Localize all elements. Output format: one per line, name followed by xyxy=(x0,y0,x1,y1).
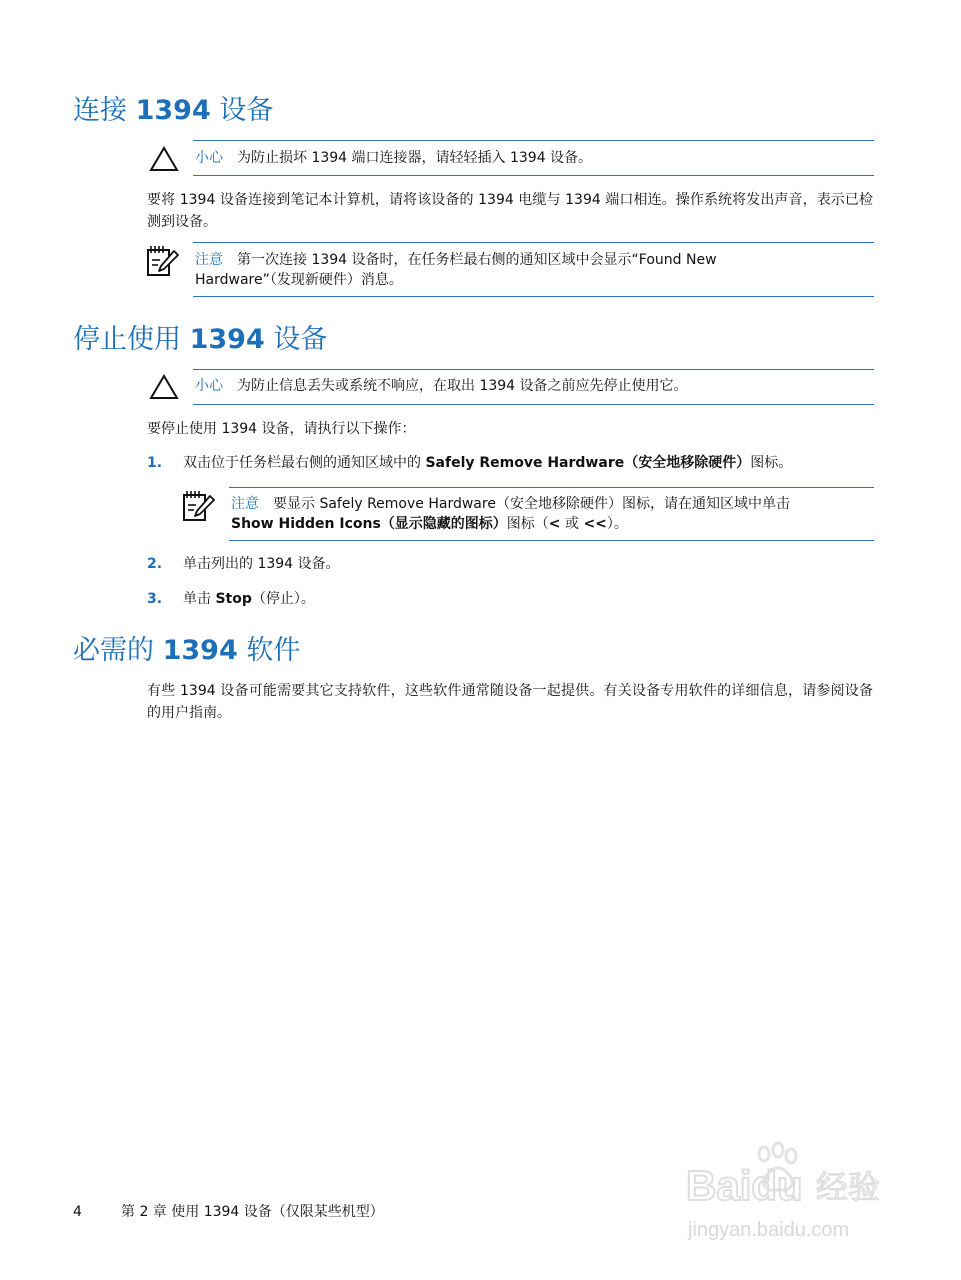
caution-label: 小心 xyxy=(195,378,223,394)
note-plain-text: 图标（ xyxy=(506,516,549,532)
watermark-url: jingyan.baidu.com xyxy=(688,1219,850,1241)
warning-triangle-icon xyxy=(149,146,179,172)
warning-triangle-icon xyxy=(149,374,179,400)
heading-text: 必需的 xyxy=(73,635,163,666)
step-text-plain: 单击 xyxy=(183,591,216,607)
note-pencil-icon xyxy=(181,490,215,522)
note-text-connect xyxy=(195,250,795,290)
heading-bold: 1394 xyxy=(189,324,265,355)
step-text-plain: 图标。 xyxy=(750,455,793,471)
step-number: 2. xyxy=(147,556,163,572)
page-number: 4 xyxy=(73,1204,82,1220)
watermark-brand-cn: 经验 xyxy=(816,1168,881,1206)
chapter-title: 第 2 章 使用 1394 设备（仅限某些机型） xyxy=(121,1204,384,1220)
heading-text: 设备 xyxy=(210,95,274,126)
paragraph-stop-intro: 要停止使用 1394 设备，请执行以下操作： xyxy=(147,421,416,437)
note-bold-text: < xyxy=(548,516,561,532)
note-text-stop-line1 xyxy=(231,494,790,514)
heading-text: 停止使用 xyxy=(73,324,190,355)
heading-required-software xyxy=(73,634,300,668)
heading-connect-1394 xyxy=(73,94,273,128)
heading-text: 软件 xyxy=(237,635,301,666)
baidu-jingyan-watermark xyxy=(678,1140,918,1250)
caution-text-connect xyxy=(195,148,592,168)
caution-message: 为防止信息丢失或系统不响应，在取出 1394 设备之前应先停止使用它。 xyxy=(237,378,688,394)
heading-text: 设备 xyxy=(264,324,328,355)
note-message: 第一次连接 1394 设备时，在任务栏最右侧的通知区域中会显示“Found New Hardware”（发现新硬件）消息。 xyxy=(195,252,717,288)
note-bold-text: Show Hidden Icons（显示隐藏的图标） xyxy=(231,516,507,532)
note-message: 要显示 Safely Remove Hardware（安全地移除硬件）图标，请在通知区域中单击 xyxy=(273,496,790,512)
caution-message: 为防止损坏 1394 端口连接器，请轻轻插入 1394 设备。 xyxy=(237,150,593,166)
heading-bold: 1394 xyxy=(162,635,238,666)
step-text-bold: Safely Remove Hardware（安全地移除硬件） xyxy=(425,455,751,471)
step-text-plain: （停止）。 xyxy=(251,591,315,607)
step-1-text xyxy=(183,452,792,474)
paragraph-connect-instructions: 要将 1394 设备连接到笔记本计算机，请将该设备的 1394 电缆与 1394 端口相连。操作系统将发出声音，表示已检测到设备。 xyxy=(147,192,873,230)
step-text-plain: 双击位于任务栏最右侧的通知区域中的 xyxy=(183,455,426,471)
watermark-brand: Baidu xyxy=(686,1162,803,1209)
note-plain-text: 或 xyxy=(560,516,584,532)
paragraph-required-software: 有些 1394 设备可能需要其它支持软件，这些软件通常随设备一起提供。有关设备专用软件的详细信息，请参阅设备的用户指南。 xyxy=(147,683,873,721)
baidu-paw-logo-icon xyxy=(678,1140,918,1250)
caution-label: 小心 xyxy=(195,150,223,166)
heading-text: 连接 xyxy=(73,95,136,126)
step-number: 3. xyxy=(147,591,163,607)
step-2-text: 单击列出的 1394 设备。 xyxy=(183,556,340,572)
note-pencil-icon xyxy=(145,245,179,277)
heading-bold: 1394 xyxy=(135,95,211,126)
note-plain-text: ）。 xyxy=(606,516,628,532)
note-bold-text: << xyxy=(583,516,607,532)
step-3-text xyxy=(183,588,315,610)
step-text-bold: Stop xyxy=(215,591,252,607)
note-label: 注意 xyxy=(231,496,259,512)
note-label: 注意 xyxy=(195,252,223,268)
note-text-stop-line2 xyxy=(231,514,628,534)
heading-stop-1394 xyxy=(73,323,327,357)
step-number: 1. xyxy=(147,455,163,471)
caution-text-stop xyxy=(195,376,688,396)
